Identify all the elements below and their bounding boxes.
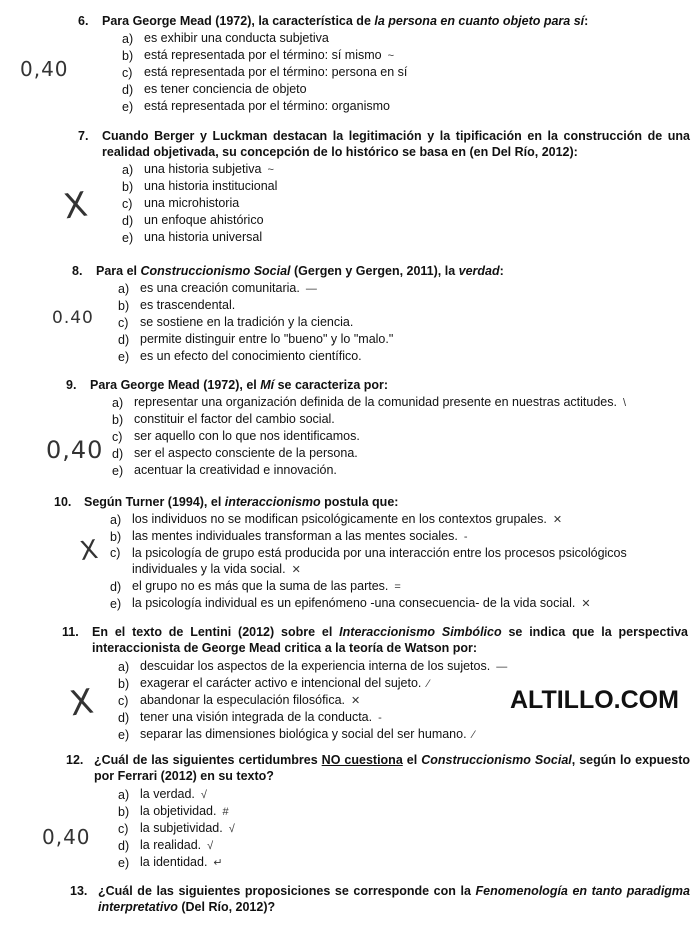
option-body [144,98,668,115]
option-letter: e) [118,727,130,742]
option-text: una microhistoria [144,196,240,210]
option-letter: d) [112,446,124,461]
answer-option [122,212,690,229]
handwritten-tick-mark: - [378,712,382,724]
option-body [140,348,662,365]
answer-option [118,280,662,297]
question-number: 11. [62,625,79,639]
question-number: 9. [66,378,77,392]
handwritten-score: 0.40 [52,308,94,328]
option-letter: e) [122,99,134,114]
question-7-stem: 7. Cuando Berger y Luckman destacan la legitimación y la tipificación en la construcción de una realidad objetivada, su concepción de lo histórico se basa en (en Del Río, 2012): [78,129,690,159]
answer-option [110,578,688,595]
answer-option [118,726,688,743]
option-text: está representada por el término: sí mismo [144,48,382,62]
handwritten-tick-mark: ~ [387,50,395,62]
question-number: 6. [78,14,89,28]
answer-option [118,837,690,854]
option-body [132,511,688,528]
option-body [144,229,690,246]
answer-option [118,820,690,837]
option-letter: d) [118,838,130,853]
option-text: la psicología individual es un epifenómeno -una consecuencia- de la vida social. [132,596,576,610]
option-text: una historia universal [144,230,263,244]
handwritten-tick-mark: √ [207,840,214,852]
option-letter: b) [118,804,130,819]
option-body [134,394,686,411]
option-letter: c) [122,196,133,211]
option-text: la realidad. [140,838,202,852]
question-9-options [112,394,686,479]
option-text: abandonar la especulación filosófica. [140,693,345,707]
option-text: la verdad. [140,787,195,801]
option-letter: e) [118,349,130,364]
option-letter: b) [122,179,134,194]
handwritten-tick-mark: √ [228,823,235,835]
option-text: es trascendental. [140,298,236,312]
option-letter: d) [118,710,130,725]
option-body [140,726,688,743]
option-text: separar las dimensiones biológica y social del ser humano. [140,727,467,741]
answer-option [118,854,690,871]
question-12-stem: 12. ¿Cuál de las siguientes certidumbres NO cuestiona el Construccionismo Social, según lo expuesto por Ferrari (2012) en su texto? [66,753,690,783]
question-6-options [122,30,668,115]
answer-option [112,428,686,445]
question-7 [78,128,690,246]
question-8-stem: 8. Para el Construccionismo Social (Gergen y Gergen, 2011), la verdad: [72,264,504,278]
answer-option [118,658,688,675]
question-10 [54,494,688,612]
handwritten-tick-mark: — [305,283,317,295]
answer-option [122,47,668,64]
option-body [144,178,690,195]
question-9 [66,377,686,479]
option-body [144,212,690,229]
option-letter: c) [118,821,129,836]
answer-option [112,411,686,428]
option-letter: a) [118,659,130,674]
question-6 [78,13,668,115]
option-text: tener una visión integrada de la conducta. [140,710,373,724]
option-body [140,331,662,348]
option-letter: d) [110,579,122,594]
option-letter: a) [110,512,122,527]
handwritten-tick-mark: √ [200,789,207,801]
answer-option [122,98,668,115]
answer-option [112,394,686,411]
option-letter: e) [110,596,122,611]
handwritten-tick-mark: \ [622,397,627,409]
option-text: es exhibir una conducta subjetiva [144,31,329,45]
option-text: está representada por el término: persona en sí [144,65,408,79]
answer-option [122,81,668,98]
option-text: permite distinguir entre lo "bueno" y lo "malo." [140,332,394,346]
answer-option [122,64,668,81]
option-text: es un efecto del conocimiento científico. [140,349,362,363]
option-letter: e) [112,463,124,478]
option-text: ser el aspecto consciente de la persona. [134,446,358,460]
question-12-options [118,786,690,871]
option-letter: a) [118,787,130,802]
question-6-stem: 6. Para George Mead (1972), la característica de la persona en cuanto objeto para sí: [78,14,589,28]
option-letter: b) [110,529,122,544]
option-letter: e) [122,230,134,245]
answer-option [110,595,688,612]
question-9-stem: 9. Para George Mead (1972), el Mí se caracteriza por: [66,378,389,392]
option-body [144,81,668,98]
option-text: la objetividad. [140,804,217,818]
answer-option [112,445,686,462]
option-text: un enfoque ahistórico [144,213,264,227]
question-8-options [118,280,662,365]
handwritten-tick-mark: ✕ [351,695,361,707]
question-number: 13. [70,884,88,898]
option-letter: d) [122,213,134,228]
option-text: constituir el factor del cambio social. [134,412,335,426]
answer-option [118,348,662,365]
answer-option [118,297,662,314]
option-letter: d) [122,82,134,97]
answer-option [110,528,688,545]
handwritten-tick-mark: ✕ [581,598,591,610]
handwritten-tick-mark: ✕ [552,514,563,526]
question-7-options [122,161,690,246]
question-number: 8. [72,264,83,278]
watermark-brand: ALTILLO.COM [510,686,679,714]
option-body [140,837,690,854]
option-text: es una creación comunitaria. [140,281,300,295]
option-letter: c) [118,315,129,330]
option-letter: c) [112,429,123,444]
handwritten-tick-mark: ~ [267,164,274,176]
handwritten-cross-mark: X [61,184,90,228]
option-text: representar una organización definida de la comunidad presente en nuestras actitudes. [134,395,617,409]
option-body [140,658,688,675]
question-13 [70,883,690,915]
option-letter: a) [112,395,124,410]
question-13-stem: 13. ¿Cuál de las siguientes proposiciones se corresponde con la Fenomenología en tanto paradigma interpretativo (Del Río, 2012)? [70,884,690,914]
option-letter: a) [122,31,134,46]
option-body [140,803,690,820]
option-body [140,314,662,331]
handwritten-tick-mark: ⁄ [472,729,475,741]
option-text: descuidar los aspectos de la experiencia interna de los sujetos. [140,659,491,673]
option-body [134,411,686,428]
option-body [144,64,668,81]
answer-option [118,331,662,348]
question-10-options [110,511,688,612]
option-body [134,462,686,479]
answer-option [122,178,690,195]
option-body [132,528,688,545]
answer-option [122,161,690,178]
question-10-stem: 10. Según Turner (1994), el interaccionismo postula que: [54,495,399,509]
question-number: 10. [54,495,72,509]
option-letter: d) [118,332,130,347]
question-11-stem: 11. En el texto de Lentini (2012) sobre el Interaccionismo Simbólico se indica que la perspectiva interaccionista de George Mead critica a la teoría de Watson por: [62,625,688,655]
handwritten-score: 0,40 [46,436,104,464]
handwritten-tick-mark: # [222,806,229,818]
option-letter: b) [118,298,130,313]
option-body [132,545,688,578]
handwritten-tick-mark: — [496,661,508,673]
handwritten-tick-mark: ↵ [213,857,223,869]
question-number: 7. [78,129,89,143]
answer-option [110,545,688,578]
option-body [144,47,668,64]
handwritten-cross-mark: X [67,681,96,725]
answer-option [112,462,686,479]
answer-option [118,786,690,803]
option-body [134,428,686,445]
option-body [134,445,686,462]
option-body [132,595,688,612]
option-letter: b) [112,412,124,427]
option-letter: b) [122,48,134,63]
handwritten-cross-mark: X [77,534,100,568]
handwritten-tick-mark: - [463,531,468,543]
option-body [140,854,690,871]
option-text: la identidad. [140,855,208,869]
option-text: la subjetividad. [140,821,223,835]
handwritten-tick-mark: ⁄ [427,678,430,690]
option-text: se sostiene en la tradición y la ciencia. [140,315,354,329]
option-letter: c) [122,65,133,80]
answer-option [122,229,690,246]
question-11 [62,624,688,743]
option-letter: a) [122,162,134,177]
option-text: es tener conciencia de objeto [144,82,307,96]
answer-option [110,511,688,528]
option-letter: c) [118,693,129,708]
option-letter: a) [118,281,130,296]
option-body [132,578,688,595]
option-letter: b) [118,676,130,691]
option-body [144,161,690,178]
option-letter: e) [118,855,130,870]
answer-option [118,314,662,331]
option-body [140,786,690,803]
answer-option [118,803,690,820]
handwritten-score: 0,40 [20,57,69,81]
option-text: la psicología de grupo está producida por una interacción entre los procesos psicológicos individuales y la vida social. [132,546,627,576]
option-text: acentuar la creatividad e innovación. [134,463,337,477]
answer-option [122,30,668,47]
handwritten-tick-mark: = [394,581,401,593]
handwritten-score: 0,40 [42,825,91,849]
handwritten-tick-mark: ✕ [291,564,301,576]
option-body [140,297,662,314]
option-text: exagerar el carácter activo e intencional del sujeto. [140,676,422,690]
option-body [140,820,690,837]
option-letter: c) [110,546,121,560]
option-body [144,195,690,212]
option-body [144,30,668,47]
option-text: una historia subjetiva [144,162,262,176]
question-12 [66,752,690,871]
option-text: está representada por el término: organismo [144,99,390,113]
option-text: las mentes individuales transforman a las mentes sociales. [132,529,458,543]
option-text: ser aquello con lo que nos identificamos. [134,429,360,443]
option-text: una historia institucional [144,179,278,193]
answer-option [122,195,690,212]
option-body [140,280,662,297]
question-number: 12. [66,753,84,767]
question-8 [72,263,662,365]
option-text: los individuos no se modifican psicológicamente en los contextos grupales. [132,512,547,526]
option-text: el grupo no es más que la suma de las partes. [132,579,389,593]
